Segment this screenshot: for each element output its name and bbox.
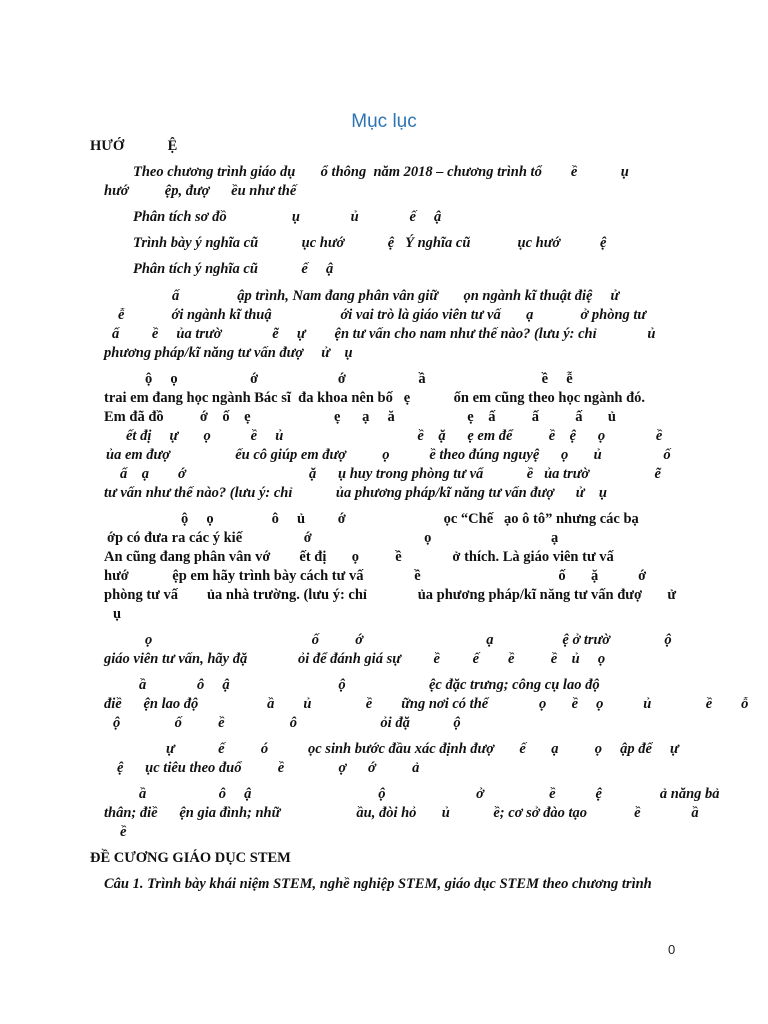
text-line: Em đã đồ ớ ố ẹ ẹ ạ ă ẹ ấ ấ ấ ủ xyxy=(104,409,616,425)
text-line: ộ ố ề ô ỏi đặ ộ xyxy=(113,715,461,731)
text-line: ọ ố ớ ạ ệ ở trườ ộ xyxy=(145,632,672,648)
text-line: Phân tích ý nghĩa cũ ế ậ xyxy=(133,261,334,277)
text-line: ết đị ự ọ ề ủ ề ặ ẹ em để ề ệ ọ ề xyxy=(126,428,663,444)
text-line: giáo viên tư vấn, hãy đặ ỏi để đánh giá sự ề ế ề ề ủ ọ xyxy=(104,651,606,667)
text-line: điề ện lao độ ầ ủ ề ững nơi có thể ọ ề ọ ủ ề ỗ xyxy=(104,696,749,712)
text-line: ộ ọ ô ủ ớ ọc “Chế ạo ô tô” nhưng các bạ xyxy=(181,511,639,527)
text-line: ụ xyxy=(113,606,122,622)
text-line: Phân tích sơ đồ ụ ủ ế ậ xyxy=(133,209,442,225)
text-line: hướ ệp em hãy trình bày cách tư vấ ề ố ặ ớ xyxy=(104,568,647,584)
text-line: Theo chương trình giáo dụ ổ thông năm 2018 – chương trình tổ ề ụ xyxy=(133,164,629,180)
text-line: tư vấn như thế nào? (lưu ý: chỉ ủa phương pháp/kĩ năng tư vấn đượ ử ụ xyxy=(104,485,607,501)
text-line: ộ ọ ớ ớ ầ ề ễ xyxy=(145,371,573,387)
text-line: ầ ô ậ ộ ở ề ệ ả năng bả xyxy=(139,786,720,802)
page-number: 0 xyxy=(668,942,676,957)
text-line: ĐỀ CƯƠNG GIÁO DỤC STEM xyxy=(90,850,291,866)
text-line: An cũng đang phân vân vớ ết đị ọ ề ở thích. Là giáo viên tư vấ xyxy=(104,549,614,565)
text-line: ấ ạ ớ ặ ụ huy trong phòng tư vấ ề ủa trườ ẽ xyxy=(120,466,661,482)
text-line: trai em đang học ngành Bác sĩ đa khoa nên bố ẹ ốn em cũng theo học ngành đó. xyxy=(104,390,646,406)
text-line: ầ ô ậ ộ ệc đặc trưng; công cụ lao độ xyxy=(139,677,600,693)
text-line: ự ế ó ọc sinh bước đầu xác định đượ ế ạ ọ ập để ự xyxy=(166,741,679,757)
text-line: phương pháp/kĩ năng tư vấn đượ ử ụ xyxy=(104,345,353,361)
text-line: ễ ới ngành kĩ thuậ ới vai trò là giáo viên tư vấ ạ ở phòng tư xyxy=(118,307,647,323)
text-line: ệ ục tiêu theo đuổ ề ợ ớ ả xyxy=(117,760,420,776)
text-line: ề xyxy=(120,824,127,840)
text-line: Câu 1. Trình bày khái niệm STEM, nghề nghiệp STEM, giáo dục STEM theo chương trình xyxy=(104,876,652,892)
text-line: ớp có đưa ra các ý kiế ớ ọ ạ xyxy=(107,530,559,546)
text-line: ủa em đượ ếu cô giúp em đượ ọ ề theo đúng nguyệ ọ ủ ố xyxy=(106,447,671,463)
text-line: ấ ề ủa trườ ẽ ự ện tư vấn cho nam như thế nào? (lưu ý: chỉ ủ xyxy=(112,326,656,342)
text-line: ấ ập trình, Nam đang phân vân giữ ọn ngành kĩ thuật điệ ử xyxy=(172,288,620,304)
text-line: hướ ệp, đượ ều như thế xyxy=(104,183,297,199)
text-line: phòng tư vấ ủa nhà trường. (lưu ý: chỉ ủa phương pháp/kĩ năng tư vấn đượ ử xyxy=(104,587,677,603)
text-line: thân; điề ện gia đình; nhữ ầu, đòi hỏ ủ ề; cơ sở đào tạo ề ầ xyxy=(104,805,699,821)
page-title: Mục lục xyxy=(351,111,417,132)
text-line: HƯỚ Ệ xyxy=(90,138,178,154)
text-line: Trình bày ý nghĩa cũ ục hướ ệ Ý nghĩa cũ ục hướ ệ xyxy=(133,235,607,251)
